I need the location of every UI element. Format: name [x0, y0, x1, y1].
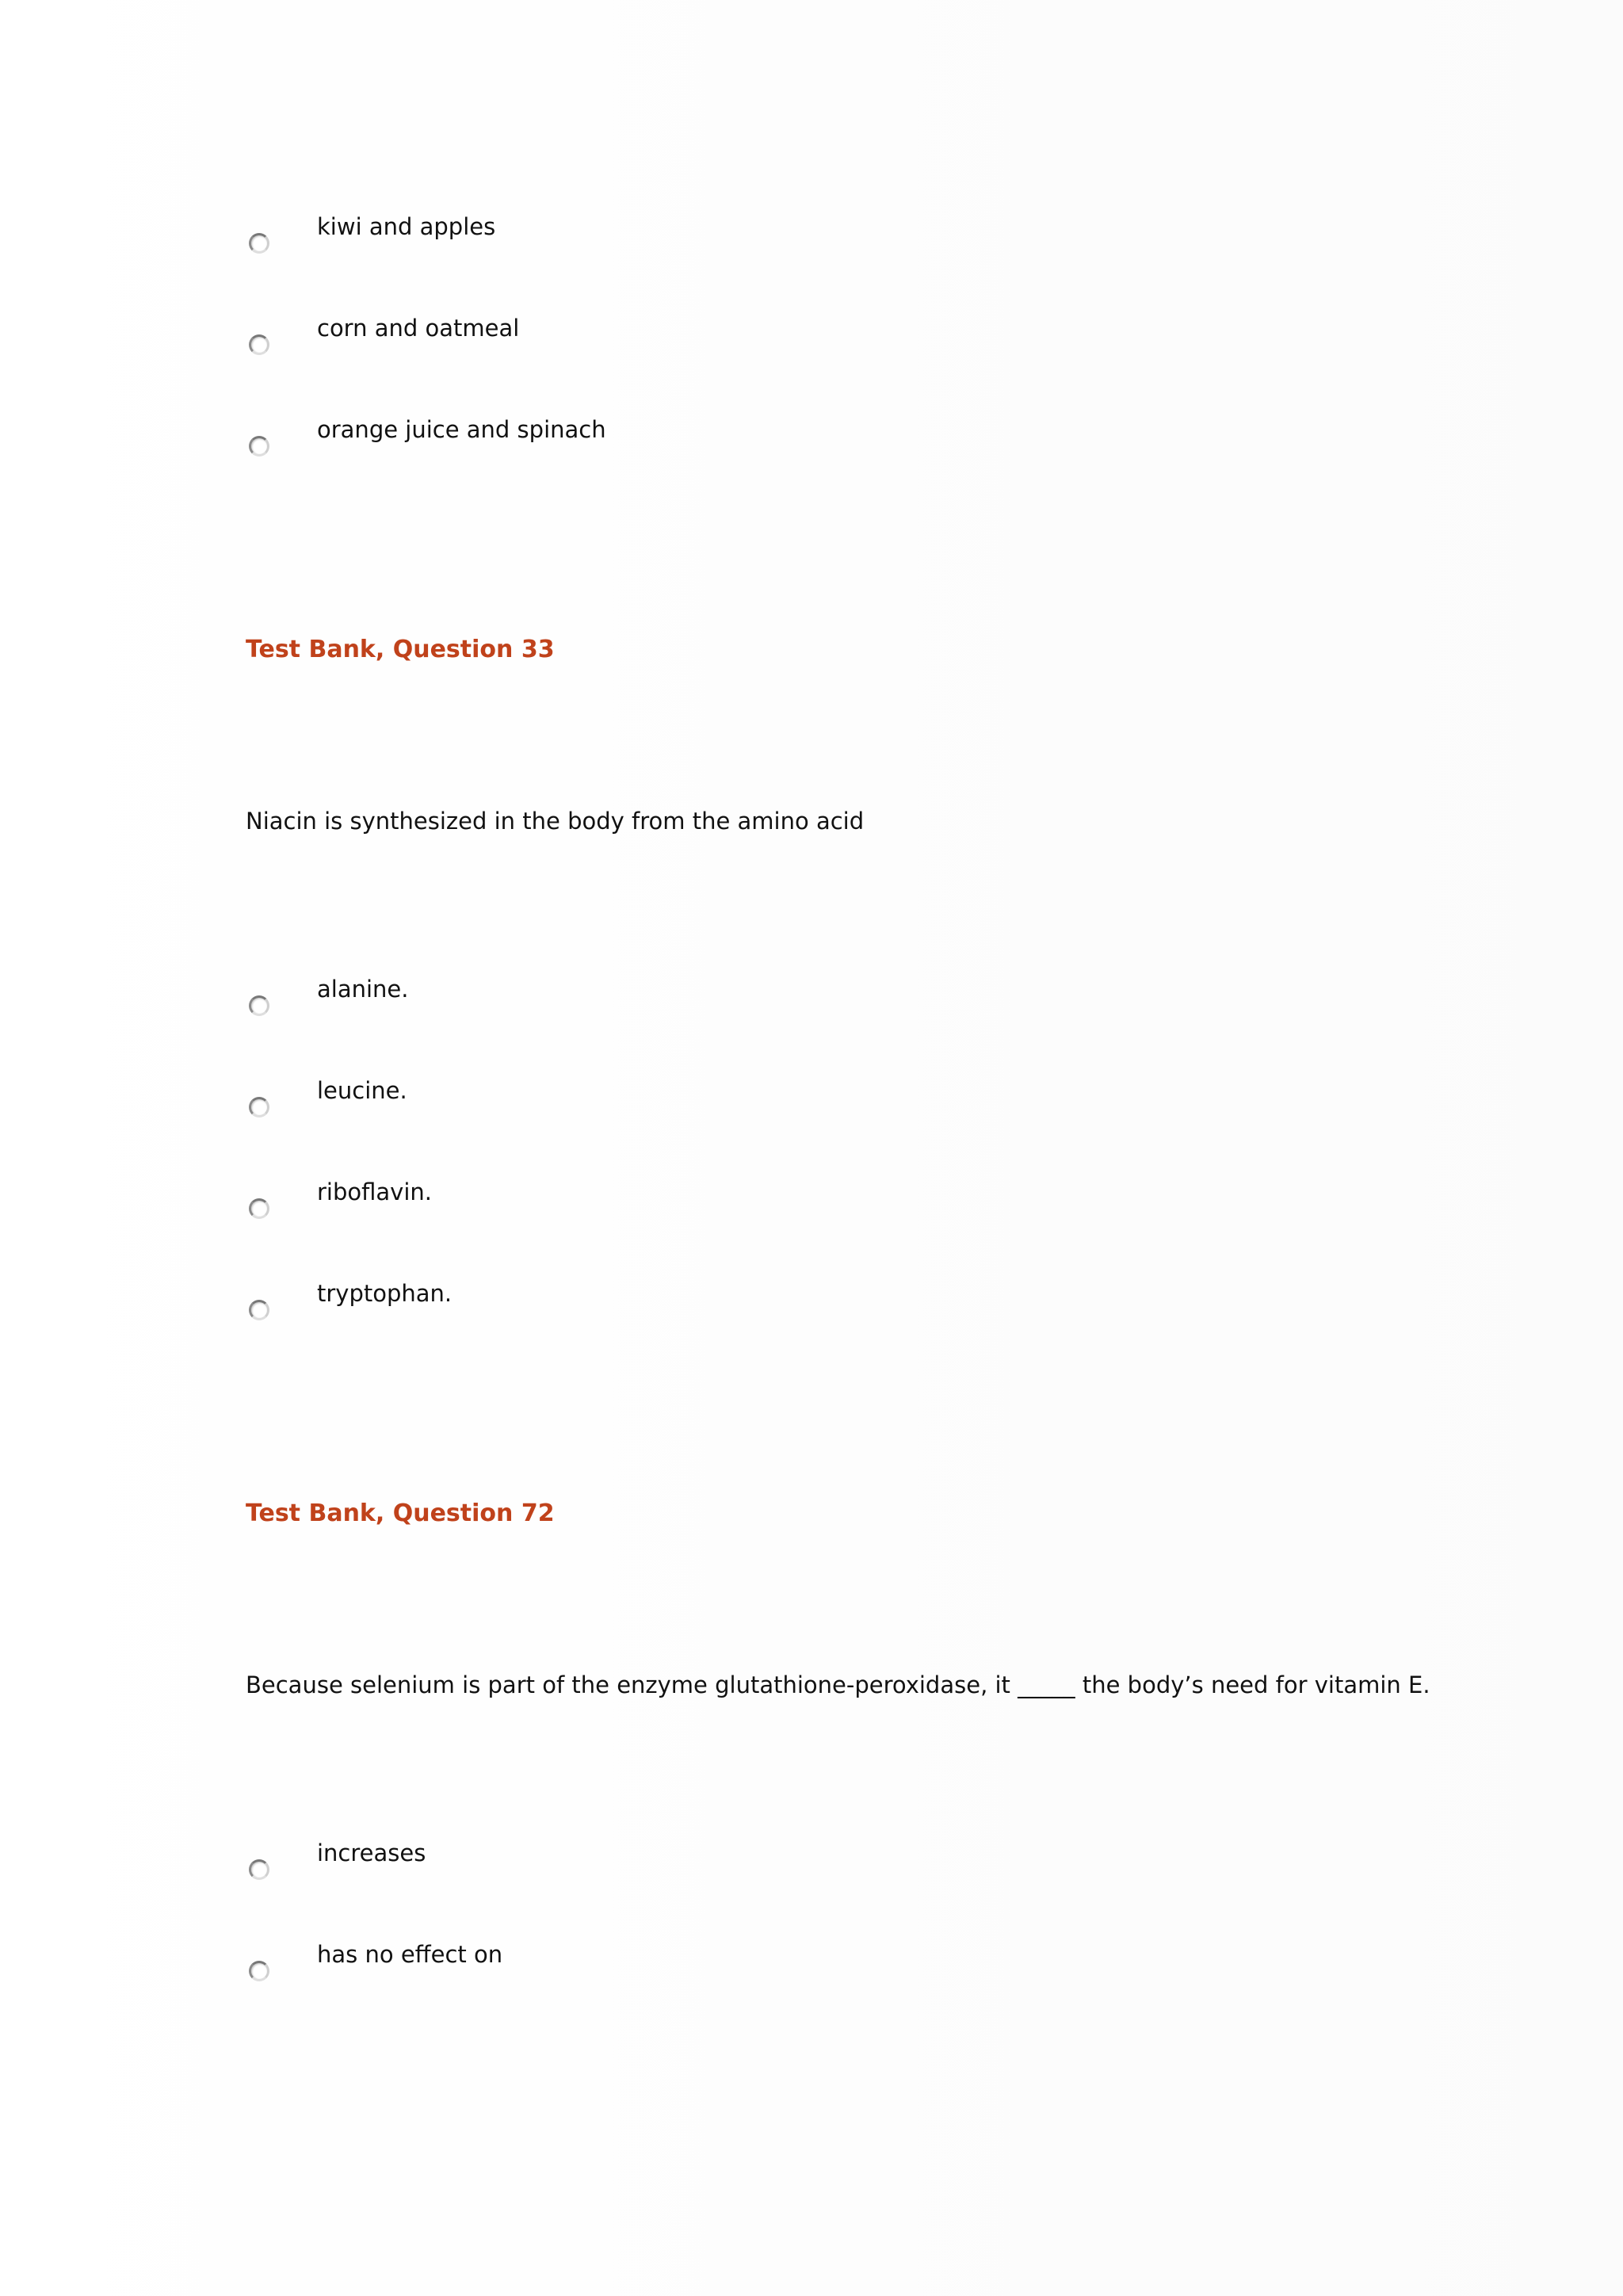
- radio-button-icon[interactable]: [249, 1300, 269, 1320]
- answer-option[interactable]: [246, 1279, 1355, 1327]
- answer-option-label: has no effect on: [317, 1941, 503, 1968]
- answer-option-label: leucine.: [317, 1077, 407, 1104]
- radio-button-icon[interactable]: [249, 1961, 269, 1981]
- answer-option-label: kiwi and apples: [317, 213, 496, 240]
- answer-option[interactable]: [246, 212, 1355, 260]
- answer-option-label: orange juice and spinach: [317, 416, 606, 443]
- answer-option-label: increases: [317, 1839, 426, 1866]
- answer-option[interactable]: [246, 1839, 1355, 1886]
- question-heading: Test Bank, Question 72: [246, 1499, 555, 1527]
- answer-option[interactable]: [246, 1178, 1355, 1225]
- radio-button-icon[interactable]: [249, 233, 269, 254]
- answer-option[interactable]: [246, 1940, 1355, 1988]
- question-text: Because selenium is part of the enzyme glutathione-peroxidase, it _____ the body’s need for vitamin E.: [246, 1671, 1430, 1698]
- answer-option[interactable]: [246, 314, 1355, 361]
- radio-button-icon[interactable]: [249, 1859, 269, 1880]
- question-heading: Test Bank, Question 33: [246, 636, 555, 663]
- answer-option-label: alanine.: [317, 976, 409, 1003]
- answer-option-label: tryptophan.: [317, 1280, 453, 1307]
- answer-option-label: corn and oatmeal: [317, 315, 520, 342]
- answer-option[interactable]: [246, 1076, 1355, 1124]
- radio-button-icon[interactable]: [249, 334, 269, 355]
- radio-button-icon[interactable]: [249, 436, 269, 457]
- question-text: Niacin is synthesized in the body from the amino acid: [246, 808, 865, 835]
- radio-button-icon[interactable]: [249, 1097, 269, 1117]
- answer-option[interactable]: [246, 975, 1355, 1022]
- radio-button-icon[interactable]: [249, 1198, 269, 1219]
- answer-option-label: riboflavin.: [317, 1179, 432, 1205]
- answer-option[interactable]: [246, 415, 1355, 463]
- radio-button-icon[interactable]: [249, 995, 269, 1016]
